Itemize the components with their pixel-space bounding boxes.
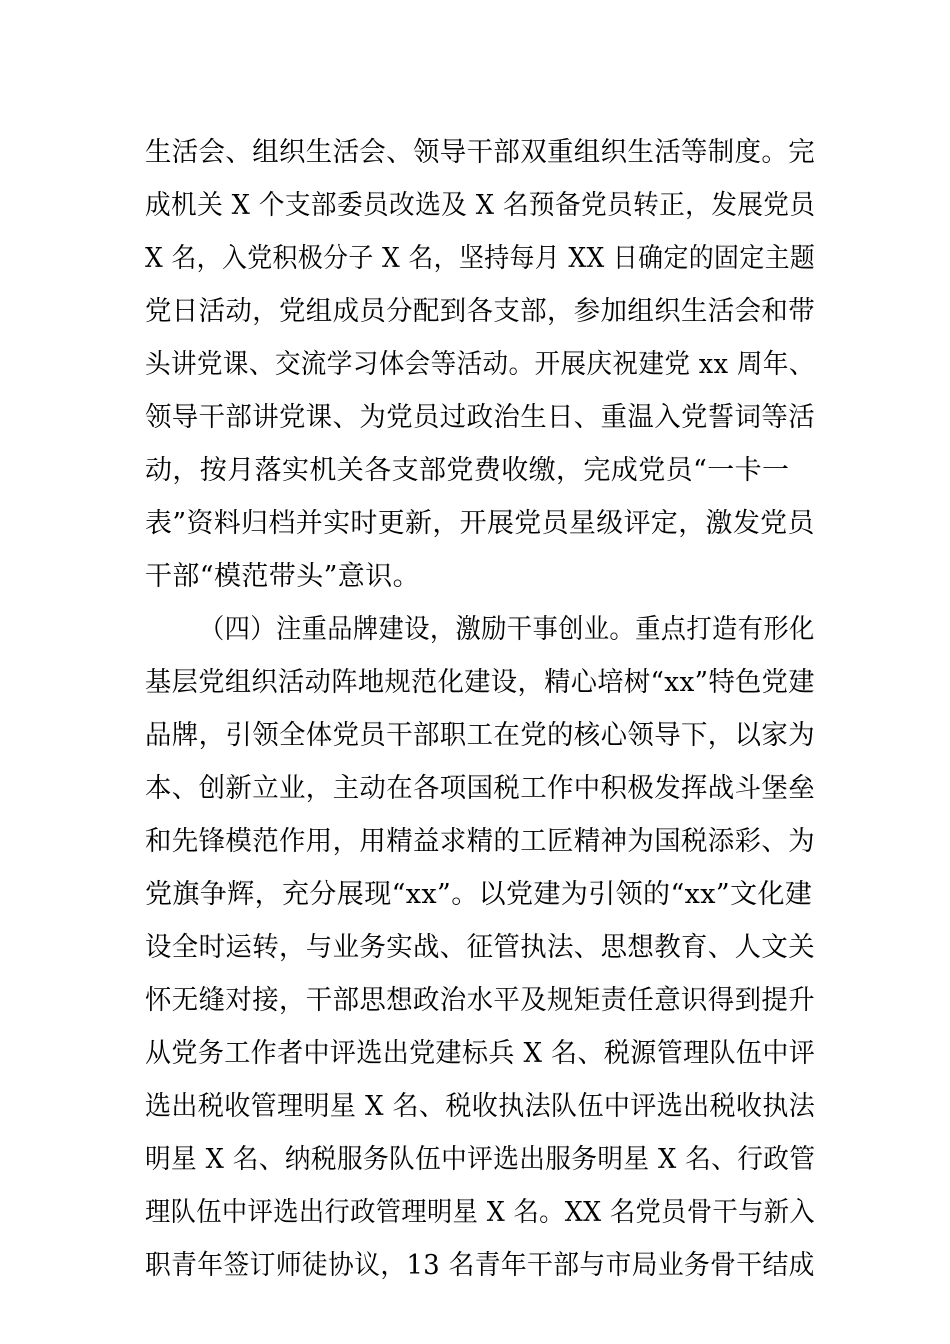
text-line: 从党务工作者中评选出党建标兵 X 名、税源管理队伍中评 — [145, 1038, 816, 1069]
text-line: 成机关 X 个支部委员改选及 X 名预备党员转正，发展党员 — [145, 190, 816, 221]
text-line: 和先锋模范作用，用精益求精的工匠精神为国税添彩、为 — [145, 826, 815, 857]
text-line: 领导干部讲党课、为党员过政治生日、重温入党誓词等活 — [145, 402, 815, 433]
paragraph-heading: （四）注重品牌建设，激励干事创业。重点打造有形化 — [199, 614, 815, 645]
text-line: 怀无缝对接，干部思想政治水平及规矩责任意识得到提升 — [145, 985, 815, 1016]
text-line: 生活会、组织生活会、领导干部双重组织生活等制度。完 — [145, 137, 815, 168]
text-line: 基层党组织活动阵地规范化建设，精心培树“xx”特色党建 — [145, 667, 815, 698]
text-line: 品牌，引领全体党员干部职工在党的核心领导下，以家为 — [145, 720, 815, 751]
document-body — [145, 0, 815, 1344]
text-line: 职青年签订师徒协议，13 名青年干部与市局业务骨干结成 — [145, 1250, 815, 1281]
text-line: 本、创新立业，主动在各项国税工作中积极发挥战斗堡垒 — [145, 773, 815, 804]
text-line: 明星 X 名、纳税服务队伍中评选出服务明星 X 名、行政管 — [145, 1144, 816, 1175]
text-line: 干部“模范带头”意识。 — [145, 561, 421, 592]
text-line: 党日活动，党组成员分配到各支部，参加组织生活会和带 — [145, 296, 815, 327]
text-line: 动，按月落实机关各支部党费收缴，完成党员“一卡一 — [145, 455, 790, 486]
text-line: 选出税收管理明星 X 名、税收执法队伍中评选出税收执法 — [145, 1091, 816, 1122]
text-line: X 名，入党积极分子 X 名，坚持每月 XX 日确定的固定主题 — [145, 243, 816, 274]
text-line: 表”资料归档并实时更新，开展党员星级评定，激发党员 — [145, 508, 815, 539]
text-line: 头讲党课、交流学习体会等活动。开展庆祝建党 xx 周年、 — [145, 349, 815, 380]
text-line: 党旗争辉，充分展现“xx”。以党建为引领的“xx”文化建 — [145, 879, 813, 910]
text-line: 设全时运转，与业务实战、征管执法、思想教育、人文关 — [145, 932, 815, 963]
text-line: 理队伍中评选出行政管理明星 X 名。XX 名党员骨干与新入 — [145, 1197, 816, 1228]
